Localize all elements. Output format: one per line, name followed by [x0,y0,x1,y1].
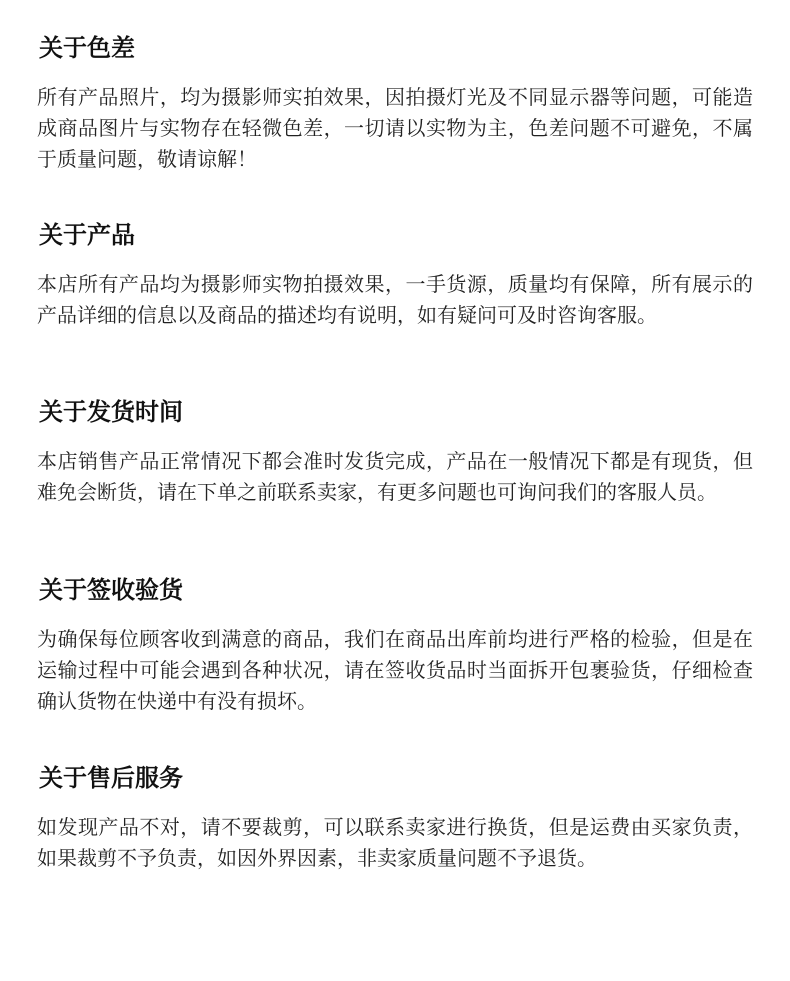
section-receipt-inspection [37,574,753,717]
section-title: 关于发货时间 [39,398,183,426]
section-after-sales [37,762,753,874]
section-color-difference [37,32,753,175]
section-body: 如发现产品不对，请不要裁剪，可以联系卖家进行换货，但是运费由买家负责，如果裁剪不予负责，如因外界因素，非卖家质量问题不予退货。 [37,815,753,870]
section-body: 本店所有产品均为摄影师实物拍摄效果，一手货源，质量均有保障，所有展示的产品详细的信息以及商品的描述均有说明，如有疑问可及时咨询客服。 [37,272,753,327]
section-title: 关于色差 [39,34,135,62]
section-title: 关于售后服务 [39,764,183,792]
section-shipping-time [37,396,753,508]
section-title: 关于签收验货 [39,576,183,604]
section-body: 为确保每位顾客收到满意的商品，我们在商品出库前均进行严格的检验，但是在运输过程中可能会遇到各种状况，请在签收货品时当面拆开包裹验货，仔细检查确认货物在快递中有没有损坏。 [37,627,753,713]
section-product [37,219,753,331]
section-title: 关于产品 [39,221,135,249]
section-body: 所有产品照片，均为摄影师实拍效果，因拍摄灯光及不同显示器等问题，可能造成商品图片与实物存在轻微色差，一切请以实物为主，色差问题不可避免，不属于质量问题，敬请谅解！ [37,85,753,171]
section-body: 本店销售产品正常情况下都会准时发货完成，产品在一般情况下都是有现货，但难免会断货，请在下单之前联系卖家，有更多问题也可询问我们的客服人员。 [37,449,753,504]
